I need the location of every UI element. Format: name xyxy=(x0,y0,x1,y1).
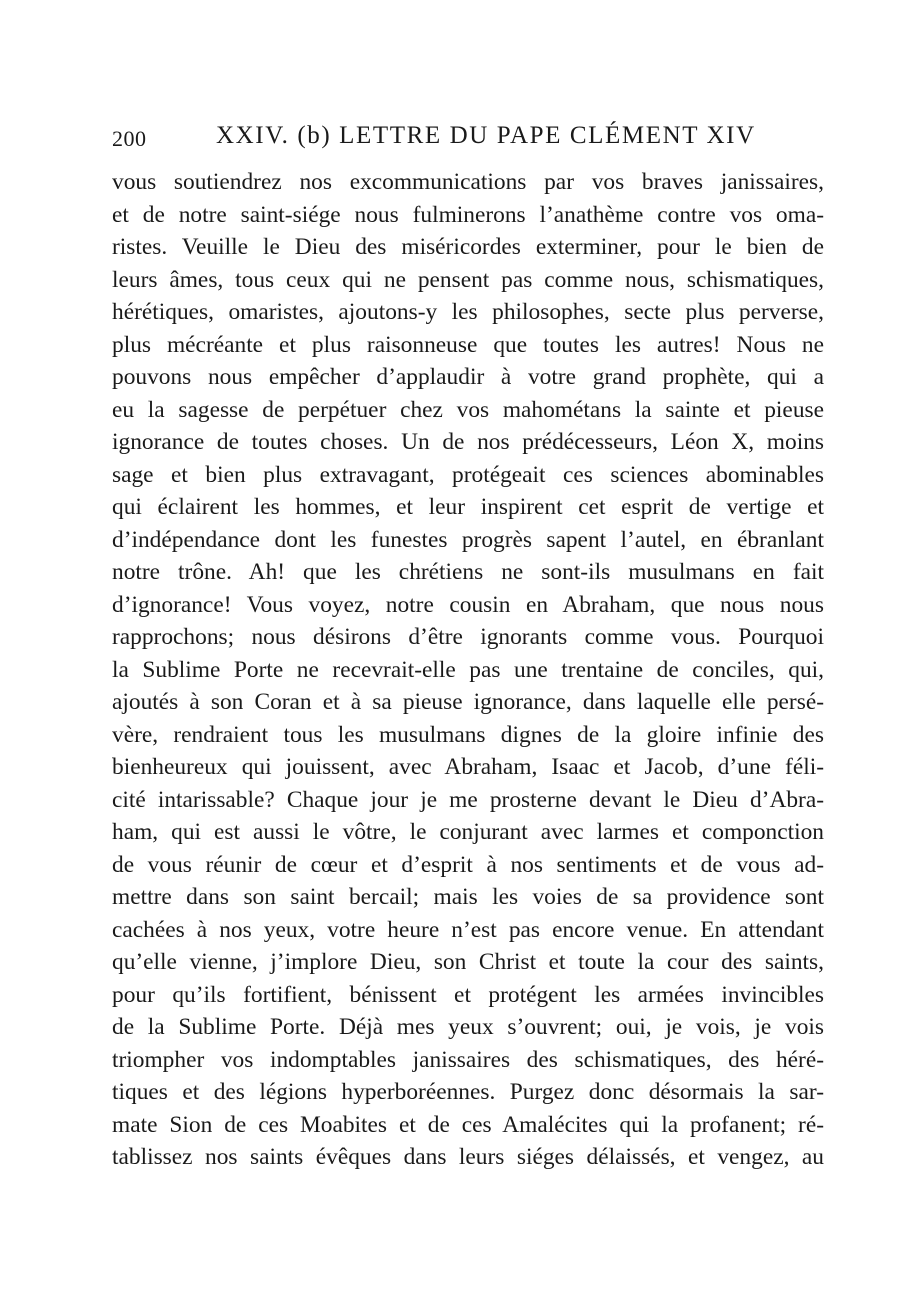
text-line: pour qu’ils fortifient, bénissent et protégent les armées invincibles xyxy=(112,981,824,1008)
text-line: cité intarissable? Chaque jour je me prosterne devant le Dieu d’Abra- xyxy=(112,786,824,813)
text-line: la Sublime Porte ne recevrait-elle pas une trentaine de conciles, qui, xyxy=(112,656,824,683)
text-line: tiques et des légions hyperboréennes. Purgez donc désormais la sar- xyxy=(112,1079,824,1105)
text-line: de vous réunir de cœur et d’esprit à nos sentiments et de vous ad- xyxy=(112,851,824,878)
text-line: pouvons nous empêcher d’applaudir à votre grand prophète, qui a xyxy=(112,364,824,390)
text-line: leurs âmes, tous ceux qui ne pensent pas comme nous, schismatiques, xyxy=(112,266,824,293)
running-title: XXIV. (b) LETTRE DU PAPE CLÉMENT XIV xyxy=(216,122,756,149)
text-line: ristes. Veuille le Dieu des miséricordes exterminer, pour le bien de xyxy=(112,234,824,260)
text-line: sage et bien plus extravagant, protégeait ces sciences abominables xyxy=(112,461,824,488)
text-line: notre trône. Ah! que les chrétiens ne sont-ils musulmans en fait xyxy=(112,559,824,585)
text-line: tablissez nos saints évêques dans leurs siéges délaissés, et vengez, au xyxy=(112,1144,824,1170)
text-line: ajoutés à son Coran et à sa pieuse ignorance, dans laquelle elle persé- xyxy=(112,689,824,715)
running-head xyxy=(112,122,824,156)
page-number: 200 xyxy=(112,126,147,151)
body-text xyxy=(112,166,824,1174)
text-line: triompher vos indomptables janissaires des schismatiques, des héré- xyxy=(112,1046,824,1073)
text-line: vère, rendraient tous les musulmans dignes de la gloire infinie des xyxy=(112,721,824,748)
text-line: mettre dans son saint bercail; mais les voies de sa providence sont xyxy=(112,884,824,910)
text-line: plus mécréante et plus raisonneuse que toutes les autres! Nous ne xyxy=(112,331,824,358)
text-line: et de notre saint-siége nous fulminerons l’anathème contre vos oma- xyxy=(112,201,824,228)
text-line: vous soutiendrez nos excommunications par vos braves janissaires, xyxy=(112,169,824,195)
text-line: ignorance de toutes choses. Un de nos prédécesseurs, Léon X, moins xyxy=(112,429,824,455)
text-line: qui éclairent les hommes, et leur inspirent cet esprit de vertige et xyxy=(112,494,824,520)
text-line: mate Sion de ces Moabites et de ces Amalécites qui la profanent; ré- xyxy=(112,1111,824,1138)
text-line: eu la sagesse de perpétuer chez vos mahométans la sainte et pieuse xyxy=(112,396,824,423)
text-line: hérétiques, omaristes, ajoutons-y les philosophes, secte plus perverse, xyxy=(112,299,824,325)
text-line: de la Sublime Porte. Déjà mes yeux s’ouvrent; oui, je vois, je vois xyxy=(112,1014,824,1040)
text-line: cachées à nos yeux, votre heure n’est pas encore venue. En attendant xyxy=(112,916,824,943)
text-line: rapprochons; nous désirons d’être ignorants comme vous. Pourquoi xyxy=(112,624,824,650)
text-line: bienheureux qui jouissent, avec Abraham, Isaac et Jacob, d’une féli- xyxy=(112,754,824,780)
text-line: d’ignorance! Vous voyez, notre cousin en Abraham, que nous nous xyxy=(112,591,824,618)
text-line: ham, qui est aussi le vôtre, le conjurant avec larmes et componction xyxy=(112,819,824,845)
text-line: qu’elle vienne, j’implore Dieu, son Christ et toute la cour des saints, xyxy=(112,949,824,975)
text-line: d’indépendance dont les funestes progrès sapent l’autel, en ébranlant xyxy=(112,526,824,553)
